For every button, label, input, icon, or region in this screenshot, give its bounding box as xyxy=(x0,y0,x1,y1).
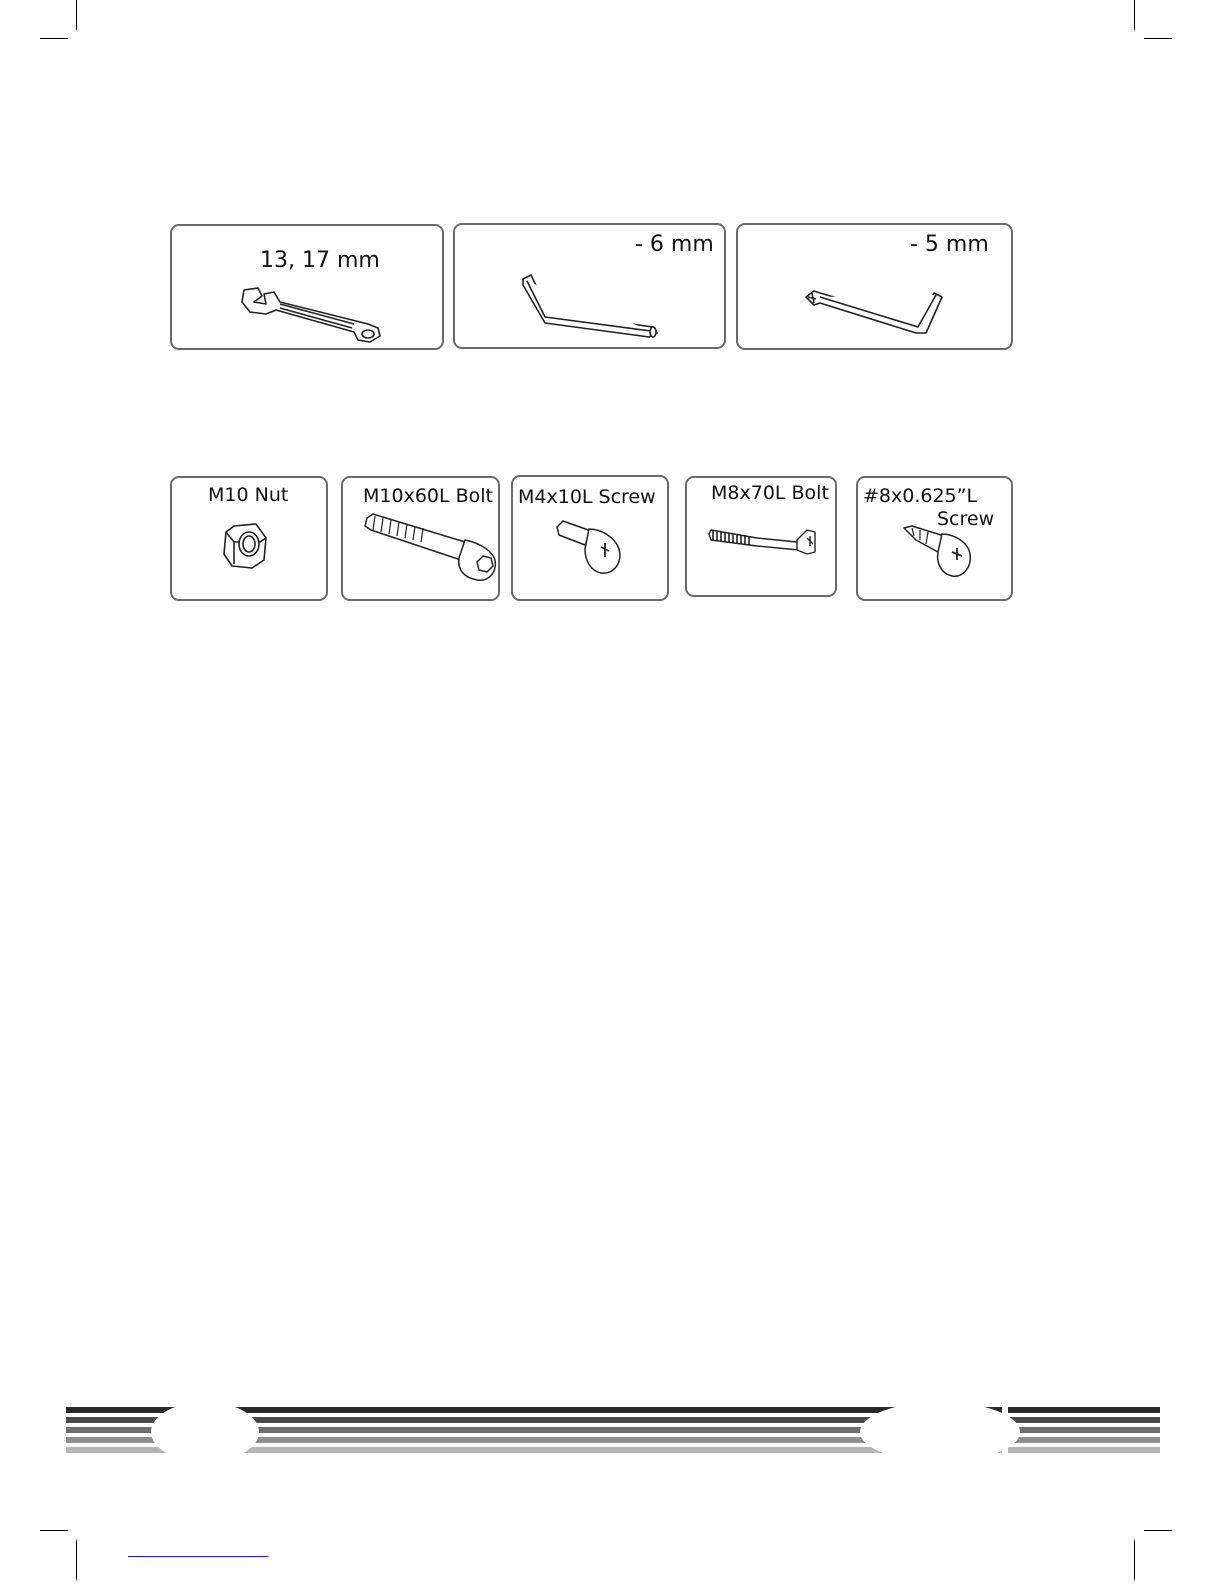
tool-card-hex-key-6mm xyxy=(453,223,726,349)
crop-mark-top-left-h xyxy=(40,38,68,39)
hex-key-icon xyxy=(517,271,667,337)
crop-mark-bottom-right-v xyxy=(1134,1540,1135,1580)
m8x70l-bolt-label: M8x70L Bolt xyxy=(711,482,829,504)
open-end-wrench-icon xyxy=(236,284,386,344)
phillips-hex-key-icon xyxy=(804,289,944,339)
crop-mark-top-right-v xyxy=(1134,0,1135,30)
countersunk-bolt-icon xyxy=(707,526,819,556)
truss-head-screw-icon xyxy=(555,517,625,577)
crop-mark-top-left-v xyxy=(76,0,77,30)
crop-mark-top-right-h xyxy=(1144,38,1172,39)
part-card-self-tapping-screw xyxy=(856,476,1013,601)
self-tapping-screw-label-line1: #8x0.625”L xyxy=(863,485,978,507)
self-tapping-screw-label-line2: Screw xyxy=(937,508,995,530)
part-card-m10-nut xyxy=(170,476,328,601)
link-underline xyxy=(128,1556,268,1557)
self-tapping-screw-icon xyxy=(902,524,974,578)
tool-card-hex-key-5mm xyxy=(736,223,1013,350)
hex-key-5mm-label: - 5 mm xyxy=(910,232,989,257)
m10x60l-bolt-label: M10x60L Bolt xyxy=(363,485,494,507)
part-card-m10x60l-bolt xyxy=(341,476,500,601)
footer-stripe-band xyxy=(0,1405,1225,1465)
part-card-m8x70l-bolt xyxy=(685,476,837,597)
hex-key-6mm-label: - 6 mm xyxy=(635,232,714,257)
m10-nut-label: M10 Nut xyxy=(208,484,289,506)
button-head-bolt-icon xyxy=(361,512,501,592)
wrench-size-label: 13, 17 mm xyxy=(260,248,380,273)
m4x10l-screw-label: M4x10L Screw xyxy=(518,486,656,508)
part-card-m4x10l-screw xyxy=(511,475,669,601)
tool-card-wrench xyxy=(170,224,444,350)
hex-nut-icon xyxy=(222,522,268,570)
crop-mark-bottom-left-h xyxy=(40,1530,68,1531)
crop-mark-bottom-left-v xyxy=(76,1540,77,1580)
crop-mark-bottom-right-h xyxy=(1144,1530,1172,1531)
